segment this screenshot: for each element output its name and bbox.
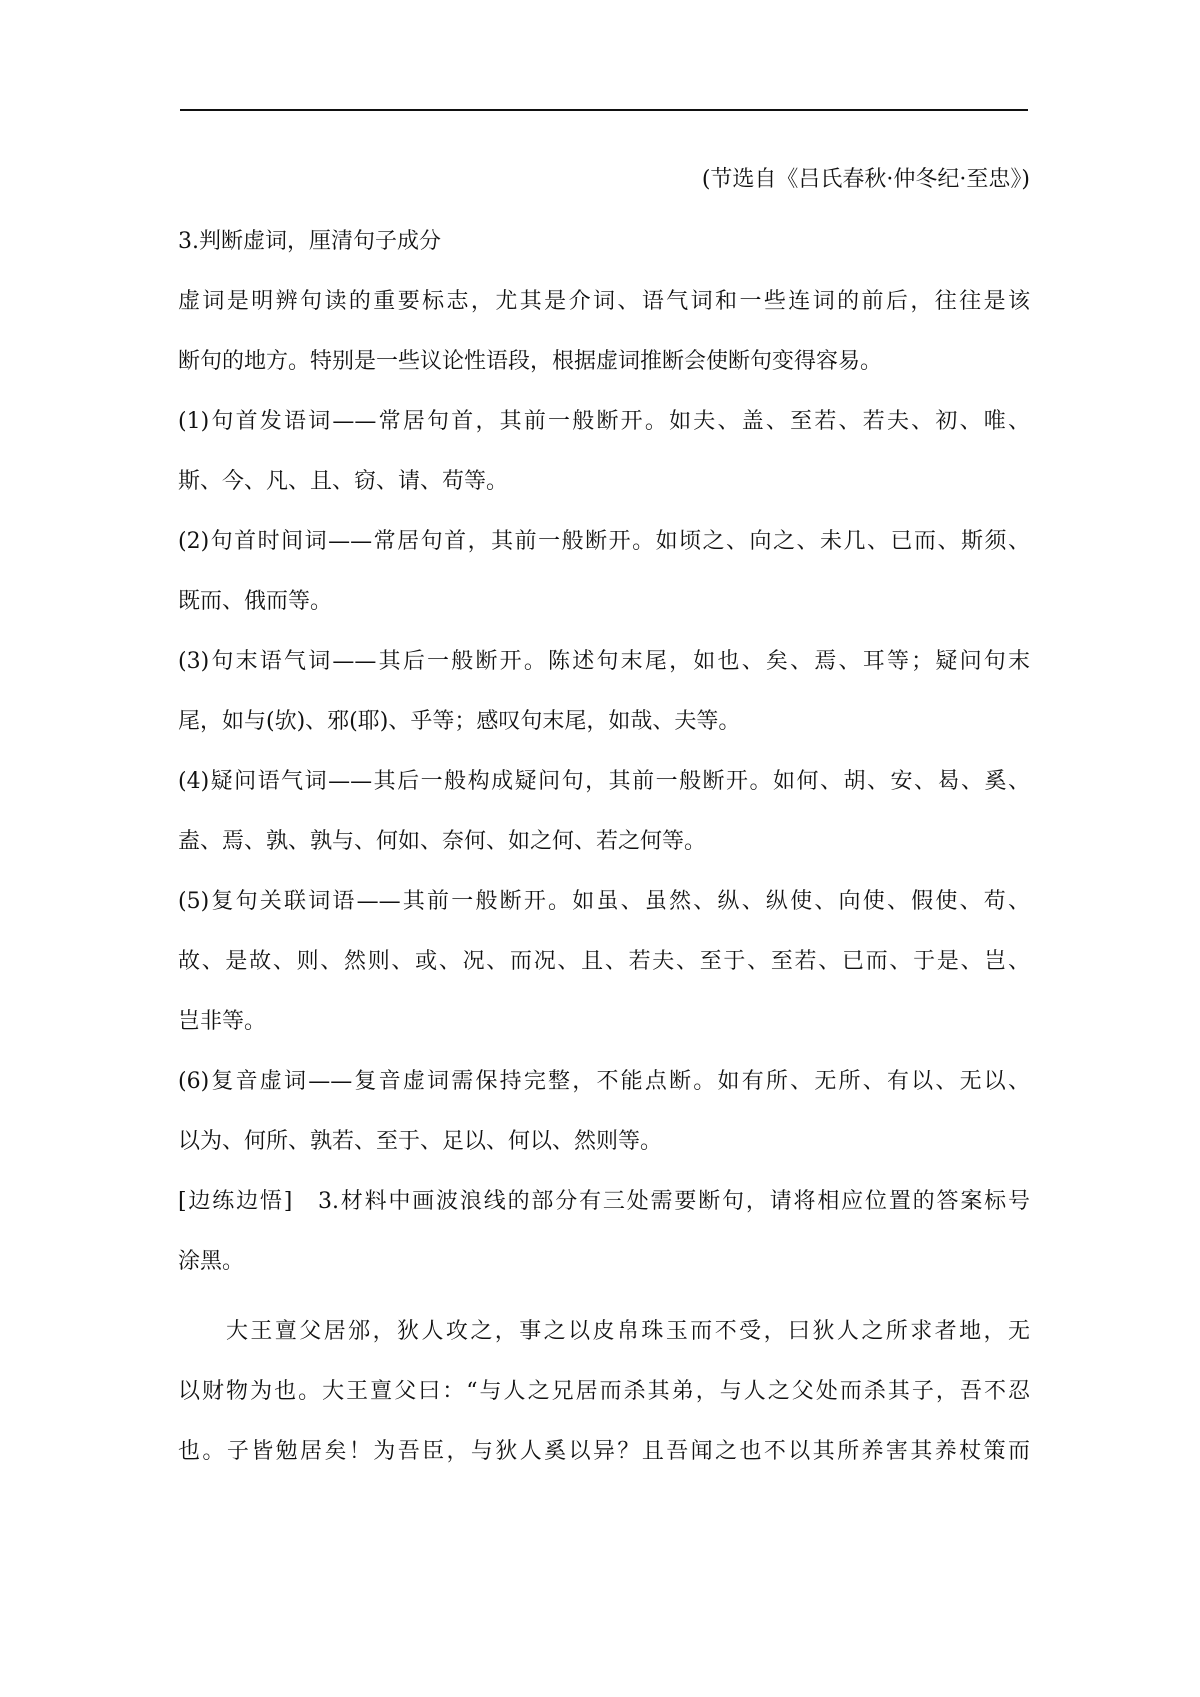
item-line: 盍、焉、孰、孰与、何如、奈何、如之何、若之何等。 — [178, 829, 707, 854]
item-line: 既而、俄而等。 — [178, 589, 333, 614]
exercise-line: 涂黑。 — [178, 1249, 245, 1274]
item-line: 斯、今、凡、且、窃、请、苟等。 — [178, 469, 509, 494]
header-rule — [180, 109, 1028, 111]
exercise-line: [边练边悟] 3.材料中画波浪线的部分有三处需要断句，请将相应位置的答案标号 — [178, 1189, 1030, 1214]
item-line: 故、是故、则、然则、或、况、而况、且、若夫、至于、至若、已而、于是、岂、 — [178, 949, 1030, 974]
passage — [178, 1302, 1030, 1482]
item-line: 尾，如与(欤)、邪(耶)、乎等；感叹句末尾，如哉、夫等。 — [178, 709, 741, 734]
section-heading: 3.判断虚词，厘清句子成分 — [178, 229, 441, 254]
passage-line: 大王亶父居邠，狄人攻之，事之以皮帛珠玉而不受，曰狄人之所求者地，无 — [226, 1319, 1030, 1344]
item-line: (4)疑问语气词——其后一般构成疑问句，其前一般断开。如何、胡、安、曷、奚、 — [178, 769, 1030, 794]
item-line: (1)句首发语词——常居句首，其前一般断开。如夫、盖、至若、若夫、初、唯、 — [178, 409, 1030, 434]
item-1 — [178, 392, 1030, 512]
intro-line: 虚词是明辨句读的重要标志，尤其是介词、语气词和一些连词的前后，往往是该 — [178, 289, 1030, 314]
passage-line: 以财物为也。大王亶父曰：“与人之兄居而杀其弟，与人之父处而杀其子，吾不忍 — [178, 1379, 1030, 1404]
document-body — [178, 150, 1030, 1482]
item-3 — [178, 632, 1030, 752]
item-line: 以为、何所、孰若、至于、足以、何以、然则等。 — [178, 1129, 663, 1154]
item-6 — [178, 1052, 1030, 1172]
intro-line: 断句的地方。特别是一些议论性语段，根据虚词推断会使断句变得容易。 — [178, 349, 883, 374]
passage-line: 也。子皆勉居矣！为吾臣，与狄人奚以异？且吾闻之也不以其所养害其养杖策而 — [178, 1439, 1030, 1464]
item-line: (2)句首时间词——常居句首，其前一般断开。如顷之、向之、未几、已而、斯须、 — [178, 529, 1030, 554]
item-line: (5)复句关联词语——其前一般断开。如虽、虽然、纵、纵使、向使、假使、苟、 — [178, 889, 1030, 914]
source-note: (节选自《吕氏春秋·仲冬纪·至忠》) — [701, 167, 1030, 192]
exercise-prompt — [178, 1172, 1030, 1292]
item-2 — [178, 512, 1030, 632]
item-line: (3)句末语气词——其后一般断开。陈述句末尾，如也、矣、焉、耳等；疑问句末 — [178, 649, 1030, 674]
intro-paragraph — [178, 272, 1030, 392]
item-line: 岂非等。 — [178, 1009, 267, 1034]
item-line: (6)复音虚词——复音虚词需保持完整，不能点断。如有所、无所、有以、无以、 — [178, 1069, 1030, 1094]
item-5 — [178, 872, 1030, 1052]
item-4 — [178, 752, 1030, 872]
